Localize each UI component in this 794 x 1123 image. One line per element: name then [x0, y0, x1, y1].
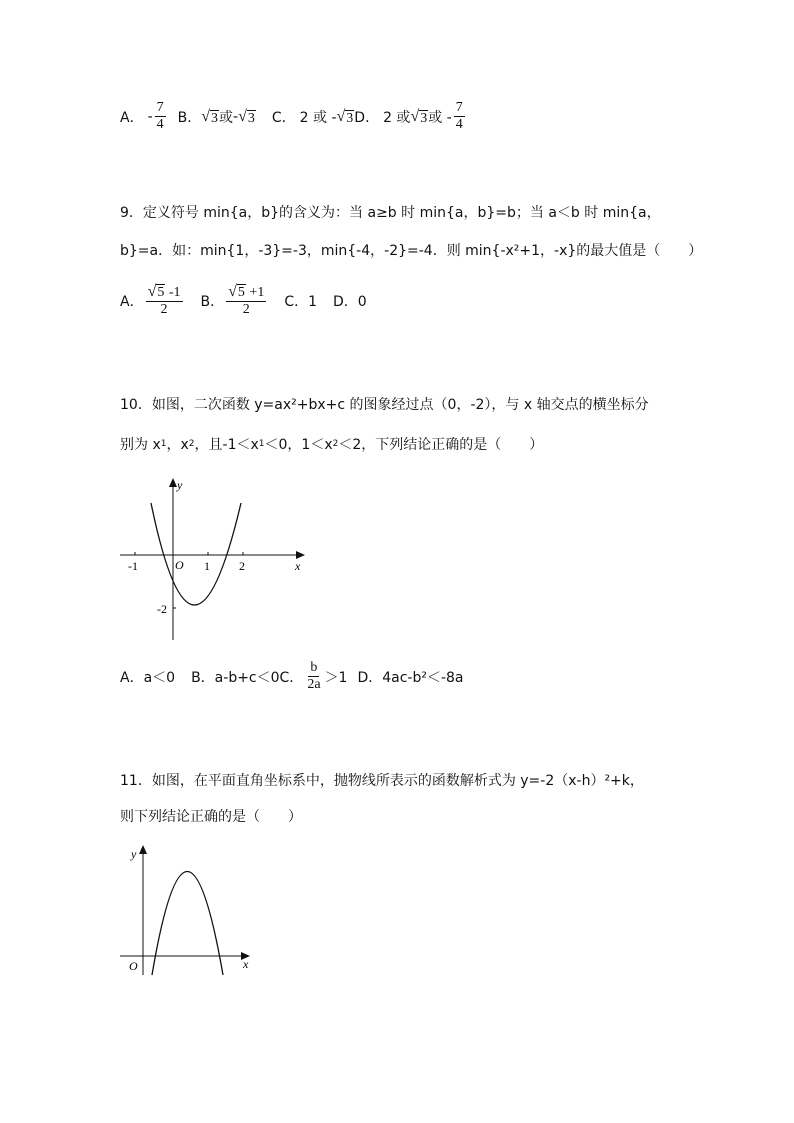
parabola-curve — [152, 872, 223, 976]
q9-option-b-label: B． — [200, 294, 225, 310]
denominator: 4 — [156, 117, 164, 132]
q8-option-d-sqrt: √ 3 — [410, 107, 428, 126]
q8-option-b-label: B． — [177, 109, 202, 126]
q8-option-b-sqrt1: √ 3 — [201, 107, 219, 126]
x-axis-arrow — [296, 551, 305, 559]
q9-option-a-fraction — [146, 284, 183, 318]
denominator: 2a — [307, 677, 321, 692]
q10-parabola-graph — [115, 475, 315, 645]
denominator: 2 — [160, 302, 168, 317]
q8-option-c-label: C． — [271, 109, 296, 126]
numerator: b — [310, 660, 318, 675]
x-axis-label: x — [295, 559, 301, 573]
q10-option-a: A．a＜0 — [120, 669, 176, 686]
denominator: 4 — [455, 117, 463, 132]
q11-parabola-graph — [115, 840, 265, 985]
q10-line1: 10．如图，二次函数 y=ax²+bx+c 的图象经过点（0，-2），与 x 轴交点的横坐标分 — [120, 397, 649, 413]
q9-option-b-fraction — [226, 284, 266, 318]
q9-line2: b}=a．如：min{1，-3}=-3，min{-4，-2}=-4．则 min{-x²+1，-x}的最大值是（ ） — [120, 243, 703, 259]
tick-label-neg1: -1 — [128, 559, 138, 573]
parabola-curve — [151, 503, 241, 605]
q10-line2: 别为 x 1 ，x 2 ，且-1＜x 1 ＜0，1＜x 2 ＜2，下列结论正确的是（ ） — [120, 437, 544, 453]
numerator: √ 5 +1 — [228, 283, 265, 300]
y-axis-arrow — [169, 478, 177, 487]
tick-label-2: 2 — [239, 559, 245, 573]
q8-option-a-fraction — [155, 100, 166, 133]
q10-option-b: B．a-b+c＜0C． — [191, 669, 304, 686]
q8-option-b-or: 或 — [219, 109, 234, 126]
q10-options — [120, 660, 464, 693]
q8-option-b-neg: - — [233, 108, 239, 125]
q9-option-a-label: A． — [120, 294, 144, 310]
q8-option-c-sqrt: √ 3 — [336, 107, 354, 126]
q10-option-c-tail: ＞1 — [324, 669, 348, 686]
tick-label-neg2: -2 — [157, 602, 167, 616]
q9-option-d: D．0 — [333, 294, 367, 310]
q8-option-c-text: 2 或 - — [299, 109, 337, 126]
q8-option-d-fraction — [454, 100, 465, 133]
q9-options — [120, 284, 367, 318]
numerator: √ 5 -1 — [147, 283, 181, 300]
numerator: 7 — [156, 100, 164, 115]
y-axis-label: y — [177, 478, 183, 492]
y-axis-label: y — [131, 847, 137, 861]
q10-option-c-fraction — [305, 660, 322, 693]
q11-line1: 11．如图，在平面直角坐标系中，抛物线所表示的函数解析式为 y=-2（x-h）²+k， — [120, 773, 644, 789]
q10-option-d: D．4ac-b²＜-8a — [357, 669, 464, 686]
q8-option-d-label: D． — [354, 109, 380, 126]
q8-option-a-minus: - — [147, 108, 153, 125]
q9-line1: 9．定义符号 min{a，b}的含义为：当 a≥b 时 min{a，b}=b；当 a＜b 时 min{a， — [120, 205, 661, 221]
numerator: 7 — [455, 100, 463, 115]
x-axis-label: x — [243, 957, 249, 971]
denominator: 2 — [242, 302, 250, 317]
q8-option-d-or: 或 - — [428, 109, 452, 126]
q8-options — [120, 100, 467, 133]
tick-label-1: 1 — [204, 559, 210, 573]
q8-option-b-sqrt2: √ 3 — [238, 107, 255, 126]
y-axis-arrow — [139, 845, 147, 854]
q11-line2: 则下列结论正确的是（ ） — [120, 809, 302, 825]
q8-option-d-text: 2 或 — [383, 109, 411, 126]
q8-option-a-label: A． — [120, 109, 144, 126]
q9-option-c: C．1 — [284, 294, 318, 310]
origin-label: O — [175, 558, 184, 572]
origin-label: O — [129, 959, 138, 973]
